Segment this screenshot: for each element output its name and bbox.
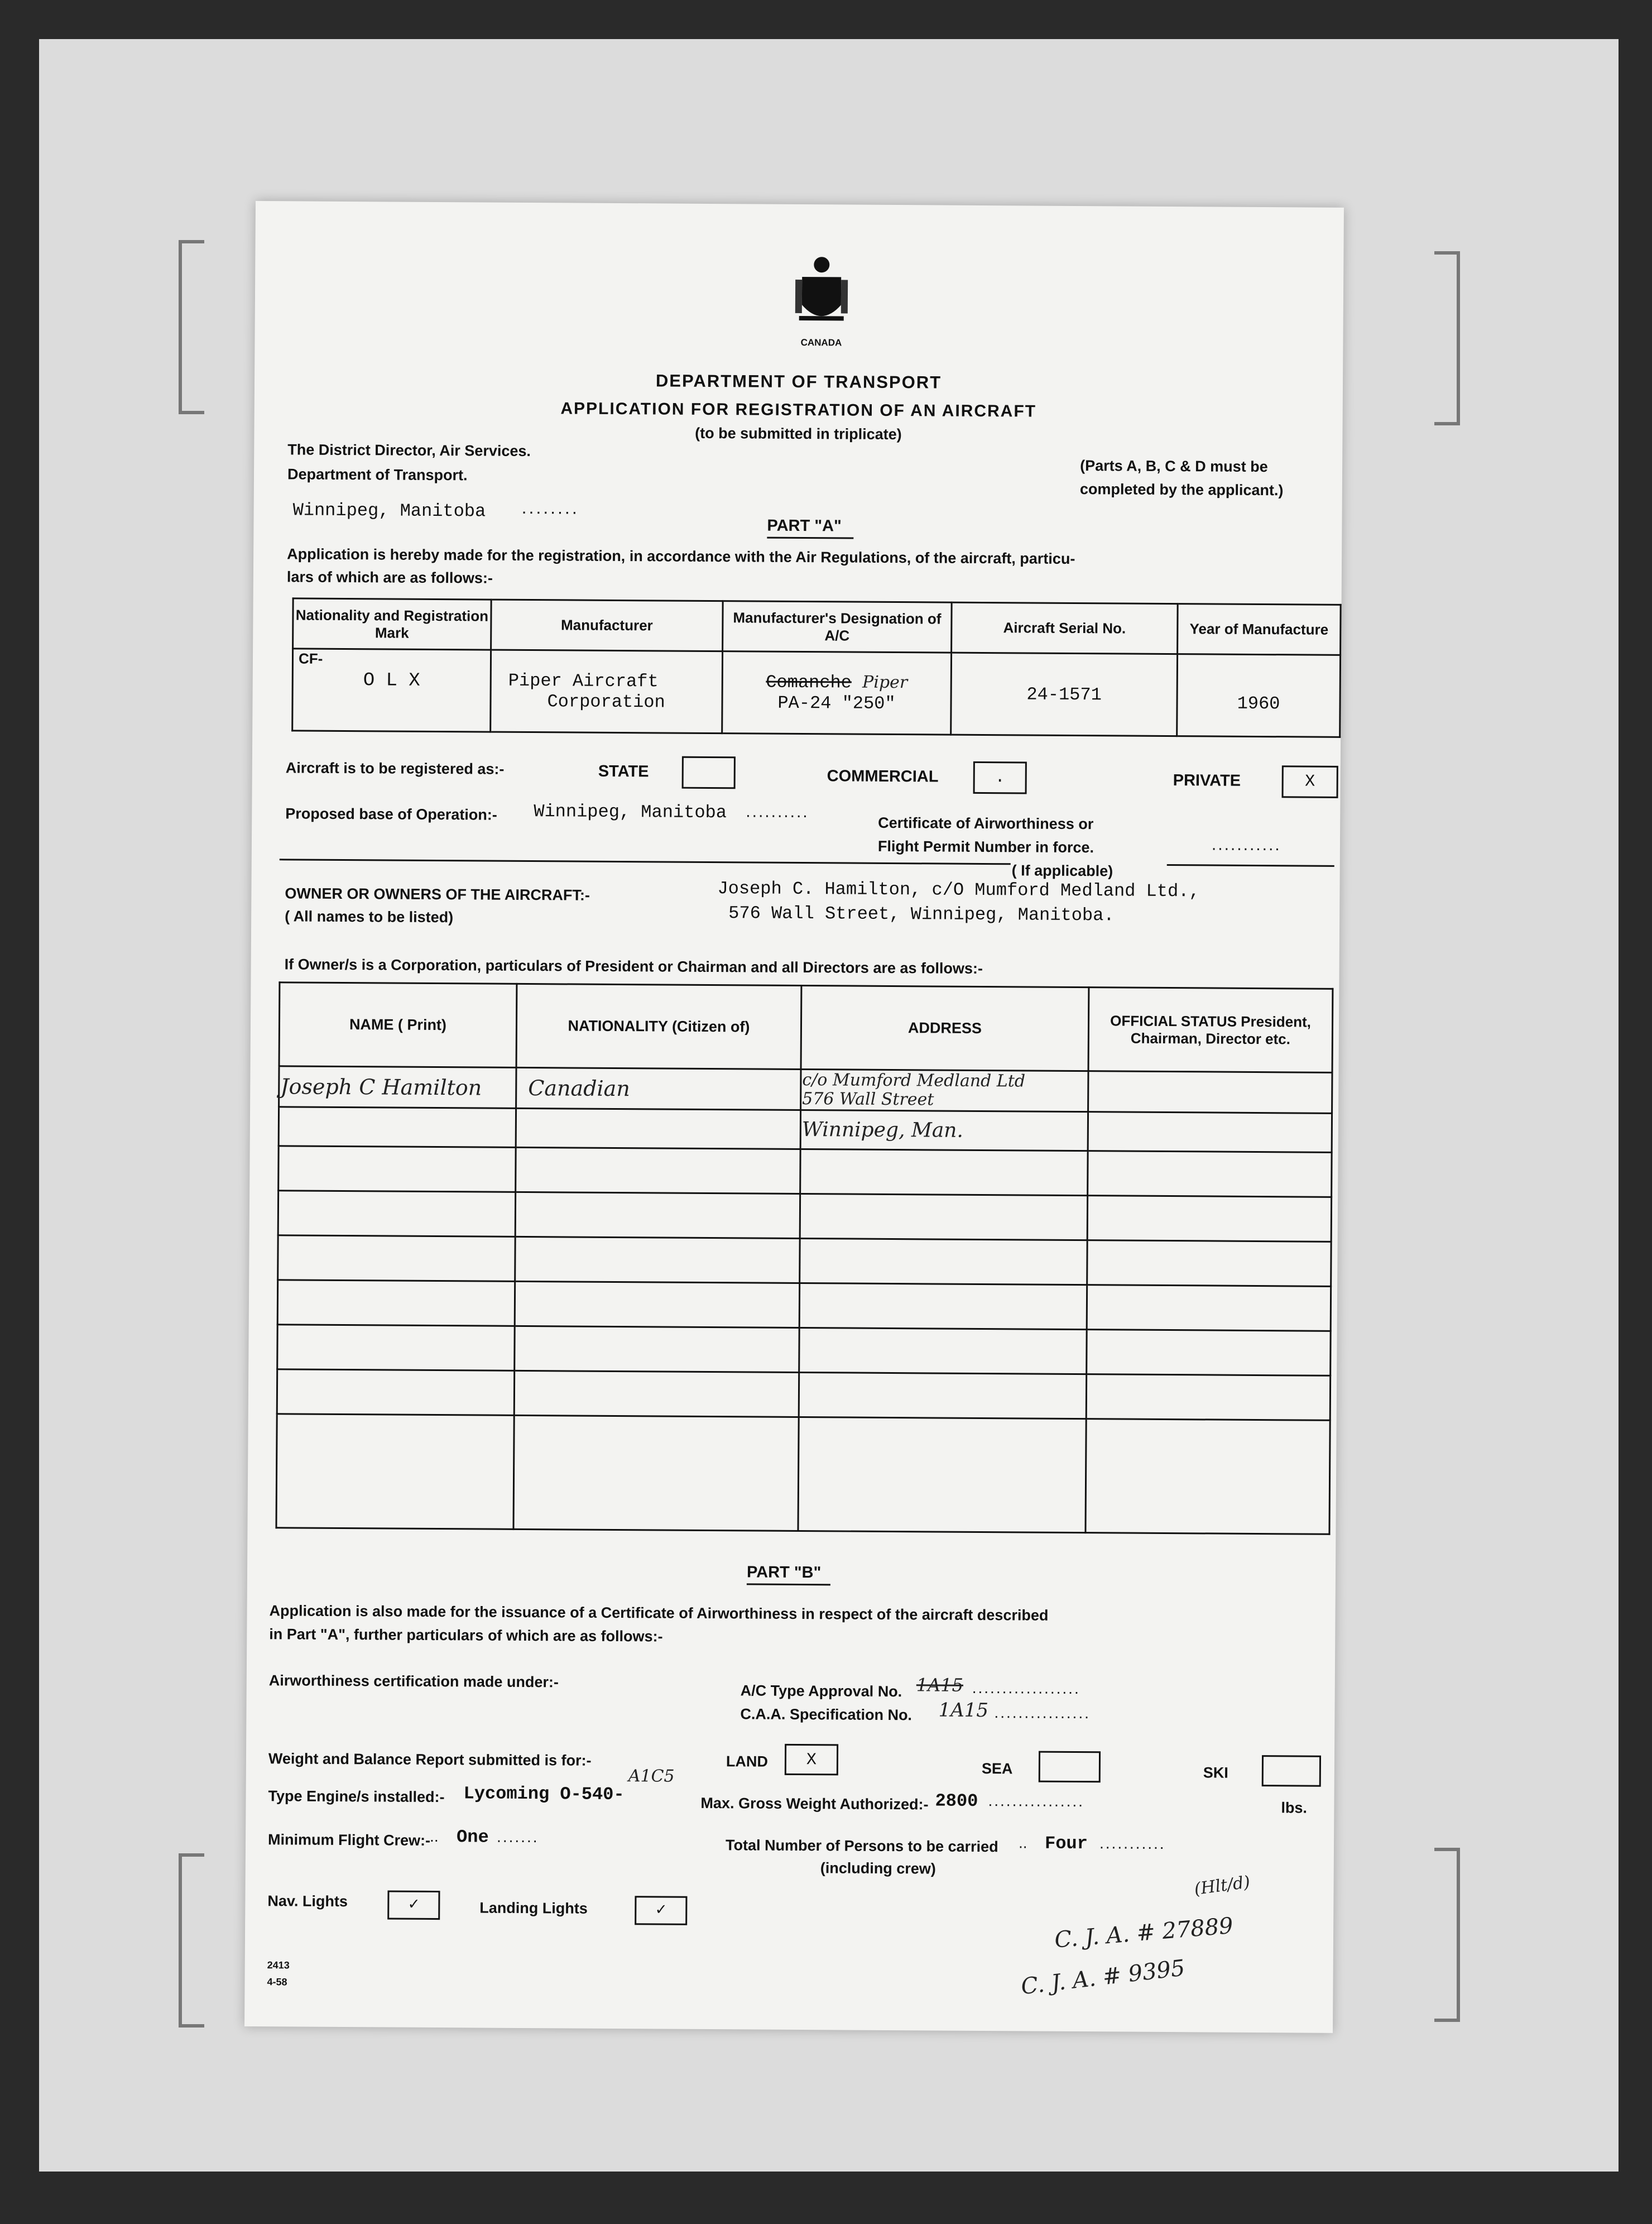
directors-table — [275, 981, 1333, 1535]
header-status: OFFICIAL STATUS President, Chairman, Director etc. — [1088, 988, 1333, 1073]
part-b-intro2: in Part "A", further particulars of which are as follows:- — [269, 1626, 663, 1645]
crew-dots: ....... — [497, 1828, 539, 1846]
designation-handwritten: Piper — [862, 672, 908, 693]
caa-dots: ................ — [994, 1704, 1091, 1722]
cert-line2: Flight Permit Number in force. — [877, 837, 1094, 856]
header-designation: Manufacturer's Designation of A/C — [723, 601, 952, 653]
right-bracket — [1434, 251, 1460, 425]
canada-coat-of-arms-icon — [791, 255, 853, 333]
director-address1: c/o Mumford Medland Ltd — [802, 1070, 1026, 1091]
wb-label: Weight and Balance Report submitted is for:- — [268, 1750, 592, 1769]
cell-manufacturer — [491, 650, 723, 734]
owner-line2: 576 Wall Street, Winnipeg, Manitoba. — [728, 903, 1115, 926]
nav-lights-checkbox[interactable]: ✓ — [387, 1891, 440, 1920]
base-dots: .......... — [746, 802, 809, 822]
sea-checkbox[interactable] — [1039, 1751, 1101, 1783]
director-address3: Winnipeg, Man. — [800, 1110, 1088, 1151]
part-b-intro1: Application is also made for the issuance of a Certificate of Airworthiness in respect of the aircraft described — [269, 1602, 1049, 1624]
commercial-checkbox[interactable]: . — [973, 761, 1027, 794]
state-checkbox[interactable] — [682, 756, 736, 789]
gross-value: 2800 — [935, 1790, 978, 1811]
owner-label: OWNER OR OWNERS OF THE AIRCRAFT:- — [285, 885, 590, 904]
table-row-empty — [516, 1108, 800, 1149]
handwritten-ref2: C. J. A. # 9395 — [1019, 1955, 1187, 2000]
crew-value: One — [456, 1827, 489, 1848]
corp-intro: If Owner/s is a Corporation, particulars of President or Chairman and all Directors are as follows:- — [284, 956, 983, 977]
header-citizen: NATIONALITY (Citizen of) — [516, 984, 801, 1069]
gross-unit: lbs. — [1281, 1799, 1308, 1816]
handwritten-initials: (Hlt/d) — [1193, 1872, 1252, 1900]
director-status — [1088, 1071, 1332, 1114]
left-bracket-lower — [179, 1853, 204, 2028]
commercial-label: COMMERCIAL — [827, 767, 939, 786]
footer-code1: 2413 — [267, 1959, 290, 1971]
engine-value: Lycoming O-540- — [463, 1783, 625, 1805]
header-serial: Aircraft Serial No. — [952, 602, 1178, 654]
gross-dots: ................ — [988, 1792, 1085, 1810]
engine-label: Type Engine/s installed:- — [268, 1787, 445, 1806]
director-address-cell — [801, 1069, 1088, 1111]
left-bracket — [179, 240, 204, 414]
ski-label: SKI — [1203, 1764, 1228, 1781]
engine-handwritten: A1C5 — [628, 1766, 675, 1786]
part-a-label: PART "A" — [767, 516, 842, 535]
header-name: NAME ( Print) — [279, 982, 517, 1068]
cert-line1: Certificate of Airworthiness or — [878, 814, 1094, 833]
registered-as-label: Aircraft is to be registered as:- — [285, 759, 505, 778]
divider-owner — [280, 859, 1011, 865]
director-nationality: Canadian — [516, 1067, 801, 1110]
header-nationality: Nationality and Registration Mark — [293, 598, 492, 650]
addressee-line1: The District Director, Air Services. — [287, 441, 531, 460]
city-dots: ........ — [521, 497, 579, 518]
addressee-city: Winnipeg, Manitoba — [292, 500, 486, 522]
manufacturer-line1: Piper Aircraft — [508, 670, 659, 692]
designation-struck: Comanche Piper — [766, 672, 908, 693]
registration-prefix: CF- — [298, 650, 323, 667]
owner-line1: Joseph C. Hamilton, c/O Mumford Medland Ltd., — [717, 878, 1200, 902]
base-label: Proposed base of Operation:- — [285, 805, 497, 823]
cell-designation — [722, 651, 952, 735]
form-subtitle: (to be submitted in triplicate) — [695, 424, 902, 443]
divider-owner-right — [1167, 864, 1334, 867]
note-line1: (Parts A, B, C & D must be — [1080, 457, 1268, 476]
base-value: Winnipeg, Manitoba — [534, 801, 727, 823]
cert-line3: ( If applicable) — [1011, 862, 1113, 880]
table-row-empty — [278, 1107, 516, 1148]
landing-lights-label: Landing Lights — [479, 1899, 588, 1917]
cell-year: 1960 — [1177, 654, 1341, 737]
handwritten-ref1: C. J. A. # 27889 — [1053, 1913, 1235, 1953]
land-checkbox[interactable]: X — [785, 1744, 838, 1776]
type-approval-dots: .................. — [972, 1679, 1080, 1698]
addressee-line2: Department of Transport. — [287, 466, 468, 484]
part-b-label: PART "B" — [746, 1563, 822, 1582]
owner-sub: ( All names to be listed) — [285, 908, 454, 926]
director-name: Joseph C Hamilton — [279, 1066, 516, 1109]
part-b-underline — [747, 1583, 830, 1585]
persons-value: Four — [1044, 1833, 1088, 1854]
part-a-intro2: lars of which are as follows:- — [286, 568, 493, 587]
private-checkbox[interactable]: X — [1282, 765, 1338, 798]
persons-label: Total Number of Persons to be carried — [725, 1837, 998, 1856]
persons-sub: (including crew) — [820, 1859, 936, 1877]
cell-registration — [292, 649, 491, 732]
cert-made-label: Airworthiness certification made under:- — [268, 1672, 559, 1691]
emblem-caption: CANADA — [800, 337, 842, 348]
state-label: STATE — [598, 762, 649, 781]
header-manufacturer: Manufacturer — [491, 600, 723, 651]
nav-lights-label: Nav. Lights — [267, 1892, 348, 1910]
aircraft-table — [291, 597, 1341, 737]
caa-label: C.A.A. Specification No. — [740, 1705, 913, 1724]
right-bracket-lower — [1434, 1848, 1460, 2022]
ski-checkbox[interactable] — [1262, 1755, 1321, 1787]
registration-form — [244, 201, 1344, 2033]
part-a-underline — [767, 537, 853, 539]
designation-value: PA-24 "250" — [777, 692, 896, 715]
landing-lights-checkbox[interactable]: ✓ — [635, 1896, 687, 1925]
crew-dots-left: .. — [430, 1827, 439, 1846]
part-a-intro1: Application is hereby made for the registration, in accordance with the Air Regulations, of the aircraft, particu- — [287, 545, 1075, 567]
persons-dots: ........... — [1099, 1834, 1166, 1853]
registration-mark: O L X — [363, 670, 420, 692]
cert-dots: ........... — [1211, 835, 1281, 855]
land-label: LAND — [726, 1753, 769, 1770]
footer-code2: 4-58 — [267, 1976, 287, 1988]
header-address: ADDRESS — [801, 986, 1089, 1071]
director-address2: 576 Wall Street — [802, 1089, 934, 1110]
header-year: Year of Manufacture — [1178, 604, 1341, 655]
cell-serial: 24-1571 — [951, 653, 1178, 736]
persons-dots-left: .. — [1018, 1834, 1027, 1852]
note-line2: completed by the applicant.) — [1079, 481, 1284, 499]
form-title: APPLICATION FOR REGISTRATION OF AN AIRCRAFT — [560, 399, 1037, 421]
type-approval-value: 1A15 — [916, 1674, 964, 1696]
table-row-empty — [1088, 1112, 1332, 1153]
gross-label: Max. Gross Weight Authorized:- — [700, 1794, 929, 1813]
sea-label: SEA — [981, 1760, 1013, 1777]
type-approval-label: A/C Type Approval No. — [740, 1682, 902, 1700]
private-label: PRIVATE — [1173, 771, 1241, 790]
crew-label: Minimum Flight Crew:- — [267, 1831, 431, 1849]
manufacturer-line2: Corporation — [547, 691, 665, 713]
caa-value: 1A15 — [938, 1699, 989, 1722]
department-title: DEPARTMENT OF TRANSPORT — [655, 371, 942, 392]
